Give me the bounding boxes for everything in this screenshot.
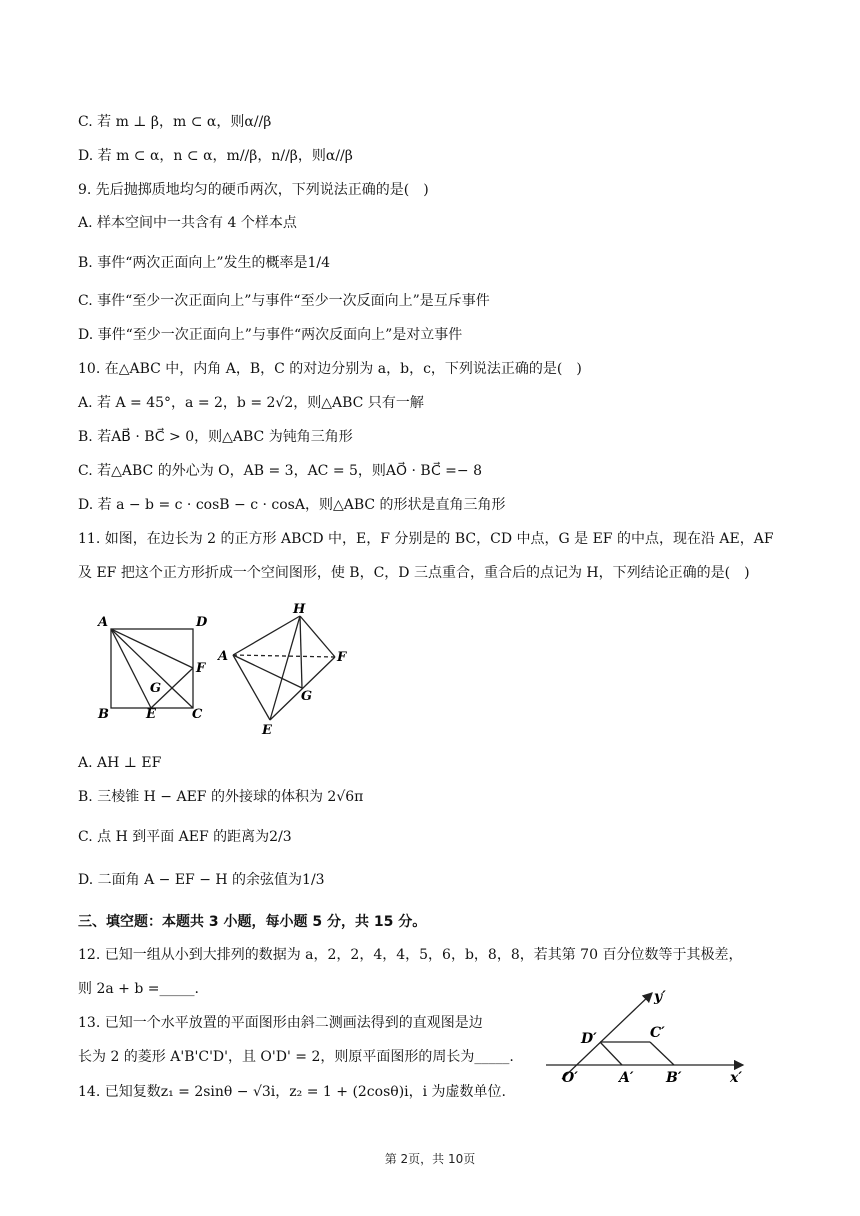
option-9d: D. 事件“至少一次正面向上”与事件“两次反面向上”是对立事件 — [78, 327, 463, 343]
option-11b: B. 三棱锥 H − AEF 的外接球的体积为 2√6π — [78, 789, 364, 805]
question-9: 9. 先后抛掷质地均匀的硬币两次，下列说法正确的是( ) — [78, 182, 429, 198]
question-13-figure — [538, 985, 760, 1085]
label-point-a: A′ — [619, 1070, 634, 1085]
question-12-line2: 则 2a + b =_____. — [78, 981, 199, 997]
option-11d: D. 二面角 A − EF − H 的余弦值为1/3 — [78, 872, 325, 888]
label-square-e: E — [146, 707, 156, 722]
label-tetra-g: G — [301, 689, 313, 704]
label-square-c: C — [192, 707, 203, 722]
option-9c: C. 事件“至少一次正面向上”与事件“至少一次反面向上”是互斥事件 — [78, 293, 490, 309]
option-10a: A. 若 A = 45°，a = 2，b = 2√2，则△ABC 只有一解 — [78, 395, 424, 411]
label-point-b: B′ — [666, 1070, 682, 1085]
option-10b: B. 若AB⃗ · BC⃗ > 0，则△ABC 为钝角三角形 — [78, 429, 353, 445]
question-11-line2: 及 EF 把这个正方形折成一个空间图形，使 B，C，D 三点重合，重合后的点记为 H，下列结论正确的是( ) — [78, 565, 750, 581]
question-14: 14. 已知复数z₁ = 2sinθ − √3i，z₂ = 1 + (2cosθ)i，i 为虚数单位. — [78, 1084, 507, 1100]
option-11c: C. 点 H 到平面 AEF 的距离为2/3 — [78, 829, 292, 845]
label-square-g: G — [150, 681, 162, 696]
label-point-o: O′ — [562, 1070, 578, 1085]
label-tetra-h: H — [293, 602, 306, 617]
question-11-figure — [90, 600, 360, 740]
label-point-c: C′ — [650, 1025, 665, 1041]
label-axis-x: x′ — [730, 1070, 743, 1085]
question-11-line1: 11. 如图，在边长为 2 的正方形 ABCD 中，E，F 分别是的 BC，CD 中点，G 是 EF 的中点，现在沿 AE，AF — [78, 531, 774, 547]
label-point-d: D′ — [581, 1031, 597, 1047]
label-tetra-e: E — [262, 723, 272, 738]
question-10: 10. 在△ABC 中，内角 A，B，C 的对边分别为 a，b，c，下列说法正确的是( ) — [78, 361, 582, 377]
question-13-line2: 长为 2 的菱形 A'B'C'D'，且 O'D' = 2，则原平面图形的周长为_____. — [78, 1049, 514, 1065]
question-12-line1: 12. 已知一组从小到大排列的数据为 a，2，2，4，4，5，6，b，8，8，若其第 70 百分位数等于其极差， — [78, 947, 743, 963]
option-10c: C. 若△ABC 的外心为 O，AB = 3，AC = 5，则AO⃗ · BC⃗ =− 8 — [78, 463, 482, 479]
folding-square-figure — [111, 629, 193, 708]
option-8d: D. 若 m ⊂ α，n ⊂ α，m//β，n//β，则α//β — [78, 148, 353, 164]
label-tetra-f: F — [337, 650, 347, 665]
section-heading-fill-in: 三、填空题：本题共 3 小题，每小题 5 分，共 15 分。 — [78, 914, 427, 930]
page-footer: 第 2页，共 10页 — [384, 1152, 476, 1166]
label-axis-y: y′ — [654, 989, 666, 1005]
question-13-line1: 13. 已知一个水平放置的平面图形由斜二测画法得到的直观图是边 — [78, 1015, 483, 1031]
option-11a: A. AH ⊥ EF — [78, 755, 162, 771]
label-square-f: F — [196, 661, 206, 676]
folded-tetrahedron-figure — [233, 616, 335, 720]
option-9b: B. 事件“两次正面向上”发生的概率是1/4 — [78, 255, 331, 271]
label-square-d: D — [196, 615, 208, 630]
option-10d: D. 若 a − b = c · cosB − c · cosA，则△ABC 的形状是直角三角形 — [78, 497, 506, 513]
option-8c: C. 若 m ⊥ β，m ⊂ α，则α//β — [78, 114, 272, 130]
label-tetra-a: A — [218, 649, 229, 664]
label-square-b: B — [98, 707, 109, 722]
option-9a: A. 样本空间中一共含有 4 个样本点 — [78, 215, 297, 231]
label-square-a: A — [98, 615, 109, 630]
